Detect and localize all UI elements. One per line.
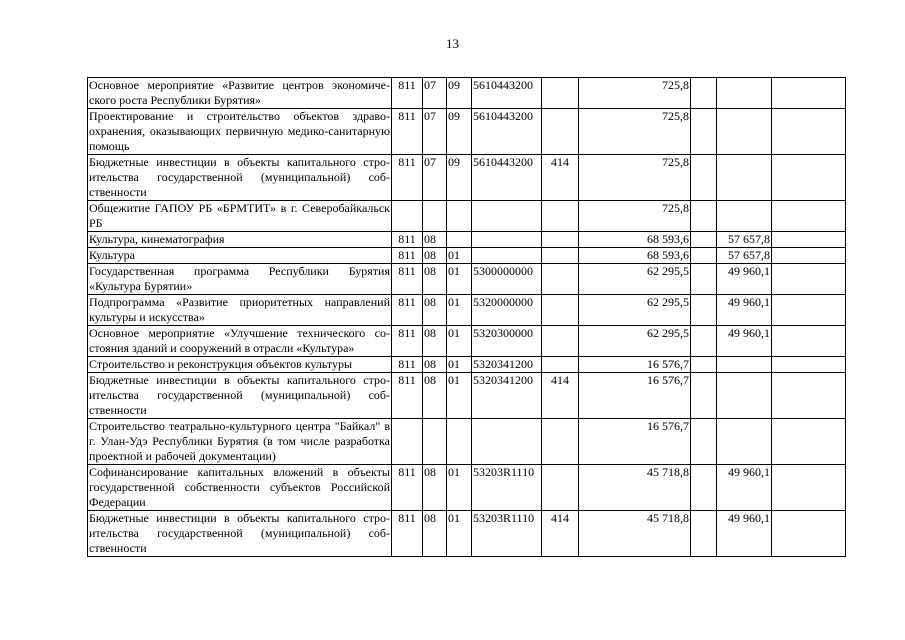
row-target-article-cell: 5320000000 [472,295,542,326]
row-empty-cell [691,295,717,326]
row-grbs-cell: 811 [392,78,423,109]
row-sum-next-cell [717,373,772,419]
row-target-article-cell: 53203R1110 [472,465,542,511]
row-section-cell [423,201,447,232]
row-section-cell: 08 [423,357,447,373]
row-subsection-cell: 01 [447,465,472,511]
row-empty-cell [691,419,717,465]
row-section-cell: 07 [423,155,447,201]
row-expense-type-cell [542,295,579,326]
row-sum-cell: 62 295,5 [579,326,691,357]
row-empty-cell [691,232,717,248]
row-name-cell: Основное мероприятие «Развитие центров экономического роста Республики Бурятия» [89,78,390,107]
row-target-article-cell: 5320341200 [472,357,542,373]
table-row [88,295,846,326]
row-grbs-cell: 811 [392,155,423,201]
row-target-article-cell: 5610443200 [472,109,542,155]
row-empty-cell [772,419,846,465]
row-grbs-cell [392,419,423,465]
row-empty-cell [772,109,846,155]
row-empty-cell [691,155,717,201]
budget-table [87,77,846,557]
row-target-article-cell [472,419,542,465]
table-row [88,78,846,109]
table-row [88,248,846,264]
row-sum-next-cell: 49 960,1 [717,295,772,326]
row-empty-cell [691,109,717,155]
row-target-article-cell [472,201,542,232]
row-empty-cell [691,264,717,295]
row-target-article-cell: 5320300000 [472,326,542,357]
row-subsection-cell: 01 [447,326,472,357]
row-name-cell: Культура [88,248,392,264]
row-expense-type-cell [542,419,579,465]
table-row [88,264,846,295]
row-target-article-cell [472,232,542,248]
row-grbs-cell: 811 [392,232,423,248]
row-sum-cell: 725,8 [579,78,691,109]
row-sum-next-cell: 49 960,1 [717,465,772,511]
row-subsection-cell: 01 [447,373,472,419]
row-sum-next-cell: 49 960,1 [717,326,772,357]
row-sum-cell: 45 718,8 [579,465,691,511]
row-empty-cell [772,295,846,326]
row-target-article-cell: 53203R1110 [472,511,542,557]
row-expense-type-cell [542,264,579,295]
row-sum-next-cell: 57 657,8 [717,248,772,264]
row-grbs-cell: 811 [392,465,423,511]
row-sum-next-cell: 49 960,1 [717,511,772,557]
row-empty-cell [772,201,846,232]
row-sum-next-cell [717,78,772,109]
row-sum-next-cell [717,201,772,232]
row-empty-cell [691,357,717,373]
row-sum-next-cell: 49 960,1 [717,264,772,295]
row-sum-cell: 16 576,7 [579,419,691,465]
row-section-cell: 08 [423,248,447,264]
table-row [88,465,846,511]
row-empty-cell [691,511,717,557]
row-section-cell: 08 [423,326,447,357]
row-sum-cell: 62 295,5 [579,295,691,326]
row-grbs-cell: 811 [392,357,423,373]
row-sum-cell: 68 593,6 [579,248,691,264]
table-row [88,155,846,201]
row-section-cell: 08 [423,465,447,511]
row-name-cell: Бюджетные инвестиции в объекты капитального строительства государственной (муниципальной) собственности [89,511,390,555]
row-sum-cell: 725,8 [579,155,691,201]
row-grbs-cell: 811 [392,326,423,357]
row-grbs-cell: 811 [392,511,423,557]
row-name-cell: Общежитие ГАПОУ РБ «БРМТИТ» в г. Северобайкальск РБ [89,201,390,230]
row-sum-cell: 45 718,8 [579,511,691,557]
row-empty-cell [691,248,717,264]
row-name-cell: Основное мероприятие «Улучшение технического состояния зданий и сооружений в отрасли «Культура» [89,326,390,355]
row-empty-cell [691,326,717,357]
row-name-cell: Проектирование и строительство объектов здравоохранения, оказывающих первичную медико-санитарную помощь [89,109,390,153]
row-expense-type-cell [542,232,579,248]
row-name-cell: Строительство театрально-культурного центра "Байкал" в г. Улан-Удэ Республики Бурятия (в том числе разработка проектной и рабочей документации) [89,419,390,463]
row-subsection-cell: 09 [447,155,472,201]
row-grbs-cell: 811 [392,109,423,155]
row-subsection-cell [447,232,472,248]
row-sum-cell: 62 295,5 [579,264,691,295]
row-expense-type-cell [542,248,579,264]
row-empty-cell [691,78,717,109]
row-subsection-cell: 01 [447,357,472,373]
table-row [88,511,846,557]
row-section-cell: 08 [423,295,447,326]
row-expense-type-cell [542,109,579,155]
row-empty-cell [772,78,846,109]
row-empty-cell [772,248,846,264]
row-target-article-cell: 5610443200 [472,78,542,109]
row-subsection-cell: 01 [447,511,472,557]
row-section-cell: 07 [423,109,447,155]
row-expense-type-cell: 414 [542,373,579,419]
table-row [88,109,846,155]
table-row [88,201,846,232]
row-sum-cell: 725,8 [579,109,691,155]
row-name-cell: Подпрограмма «Развитие приоритетных направлений культуры и искусства» [89,295,390,324]
row-expense-type-cell [542,465,579,511]
row-name-cell: Софинансирование капитальных вложений в объекты государственной собственности субъектов Российской Федерации [89,465,390,509]
row-subsection-cell: 01 [447,248,472,264]
row-empty-cell [772,326,846,357]
row-target-article-cell: 5610443200 [472,155,542,201]
table-row [88,419,846,465]
row-target-article-cell [472,248,542,264]
row-grbs-cell [392,201,423,232]
row-sum-next-cell [717,419,772,465]
row-grbs-cell: 811 [392,373,423,419]
row-sum-cell: 16 576,7 [579,373,691,419]
row-subsection-cell: 01 [447,295,472,326]
row-expense-type-cell [542,326,579,357]
row-name-cell: Строительство и реконструкция объектов культуры [88,357,392,373]
row-empty-cell [772,232,846,248]
row-expense-type-cell [542,357,579,373]
page-number: 13 [446,36,459,51]
table-row [88,232,846,248]
row-expense-type-cell [542,78,579,109]
row-section-cell: 08 [423,511,447,557]
row-empty-cell [691,201,717,232]
row-sum-next-cell: 57 657,8 [717,232,772,248]
row-grbs-cell: 811 [392,264,423,295]
row-name-cell: Бюджетные инвестиции в объекты капитального строительства государственной (муниципальной) собственности [89,155,390,199]
row-expense-type-cell: 414 [542,155,579,201]
row-section-cell: 08 [423,232,447,248]
row-sum-next-cell [717,357,772,373]
row-empty-cell [772,357,846,373]
row-section-cell [423,419,447,465]
row-sum-cell: 725,8 [579,201,691,232]
row-subsection-cell: 09 [447,109,472,155]
row-empty-cell [772,373,846,419]
row-target-article-cell: 5320341200 [472,373,542,419]
row-subsection-cell: 09 [447,78,472,109]
table-row [88,373,846,419]
row-sum-next-cell [717,109,772,155]
row-expense-type-cell: 414 [542,511,579,557]
row-expense-type-cell [542,201,579,232]
row-grbs-cell: 811 [392,295,423,326]
row-subsection-cell [447,419,472,465]
row-subsection-cell: 01 [447,264,472,295]
row-subsection-cell [447,201,472,232]
row-empty-cell [772,155,846,201]
row-name-cell: Государственная программа Республики Бурятия «Культура Бурятии» [89,264,390,293]
row-section-cell: 08 [423,264,447,295]
row-empty-cell [772,264,846,295]
table-body [88,78,846,557]
row-target-article-cell: 5300000000 [472,264,542,295]
row-grbs-cell: 811 [392,248,423,264]
row-name-cell: Культура, кинематография [88,232,392,248]
table-row [88,357,846,373]
row-empty-cell [772,465,846,511]
row-name-cell: Бюджетные инвестиции в объекты капитального строительства государственной (муниципальной) собственности [89,373,390,417]
row-sum-next-cell [717,155,772,201]
table-row [88,326,846,357]
row-empty-cell [691,373,717,419]
row-sum-cell: 16 576,7 [579,357,691,373]
row-empty-cell [772,511,846,557]
row-section-cell: 08 [423,373,447,419]
row-sum-cell: 68 593,6 [579,232,691,248]
row-empty-cell [691,465,717,511]
row-section-cell: 07 [423,78,447,109]
